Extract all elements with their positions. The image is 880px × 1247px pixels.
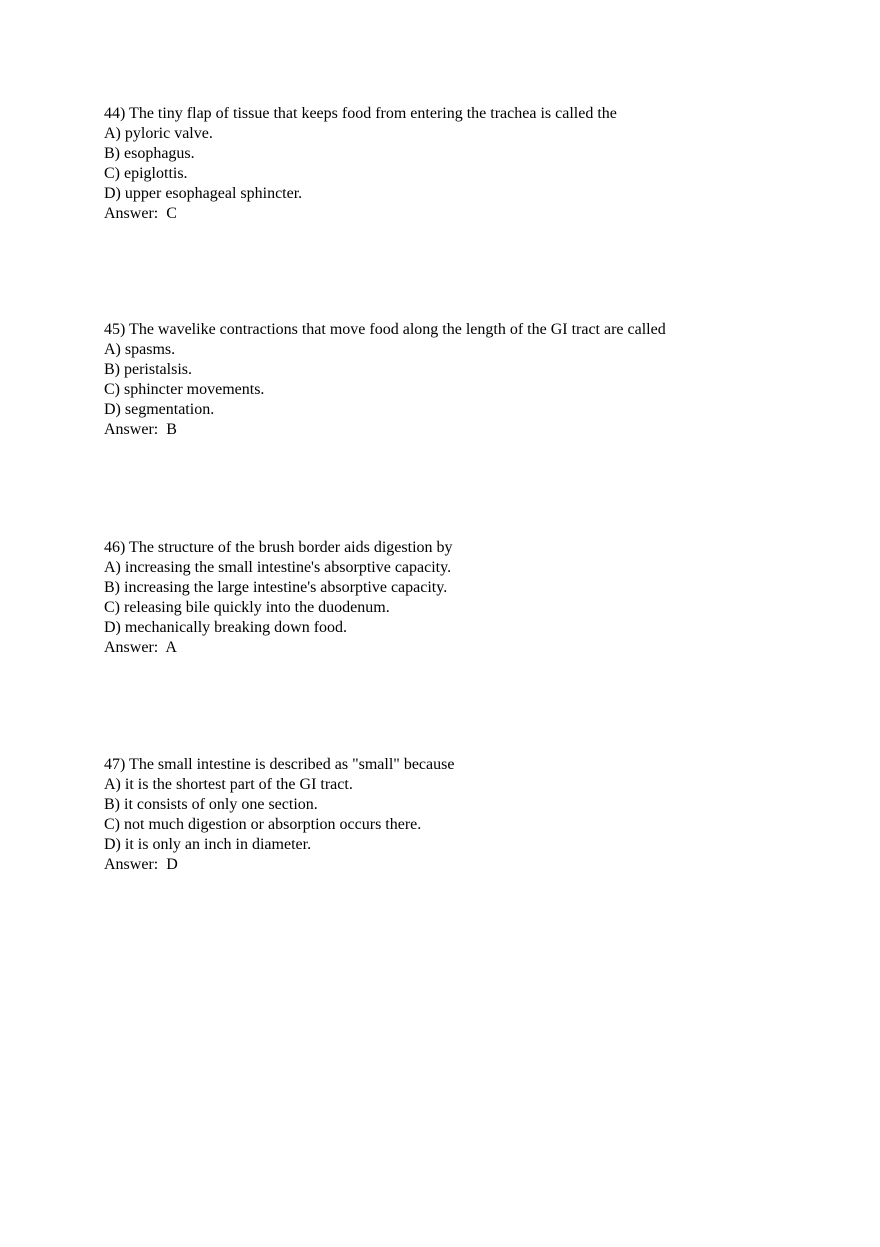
option-a: A) it is the shortest part of the GI tract. (104, 776, 353, 793)
option-c: C) sphincter movements. (104, 381, 265, 398)
question-47 (104, 755, 844, 875)
option-a: A) pyloric valve. (104, 125, 213, 142)
option-d: D) upper esophageal sphincter. (104, 185, 303, 202)
option-b: B) esophagus. (104, 145, 195, 162)
option-b: B) peristalsis. (104, 361, 192, 378)
question-stem: 47) The small intestine is described as "small" because (104, 756, 455, 773)
option-c: C) not much digestion or absorption occurs there. (104, 816, 422, 833)
option-b: B) it consists of only one section. (104, 796, 318, 813)
question-44 (104, 104, 844, 224)
answer: Answer: C (104, 205, 177, 222)
question-stem: 45) The wavelike contractions that move food along the length of the GI tract are called (104, 321, 666, 338)
option-a: A) spasms. (104, 341, 176, 358)
option-d: D) it is only an inch in diameter. (104, 836, 312, 853)
option-c: C) releasing bile quickly into the duodenum. (104, 599, 390, 616)
option-b: B) increasing the large intestine's absorptive capacity. (104, 579, 448, 596)
question-45 (104, 320, 844, 440)
option-d: D) segmentation. (104, 401, 215, 418)
answer: Answer: D (104, 856, 178, 873)
option-a: A) increasing the small intestine's absorptive capacity. (104, 559, 452, 576)
question-46 (104, 538, 844, 658)
question-stem: 46) The structure of the brush border aids digestion by (104, 539, 453, 556)
answer: Answer: A (104, 639, 177, 656)
option-c: C) epiglottis. (104, 165, 188, 182)
option-d: D) mechanically breaking down food. (104, 619, 348, 636)
question-stem: 44) The tiny flap of tissue that keeps food from entering the trachea is called the (104, 105, 617, 122)
answer: Answer: B (104, 421, 177, 438)
